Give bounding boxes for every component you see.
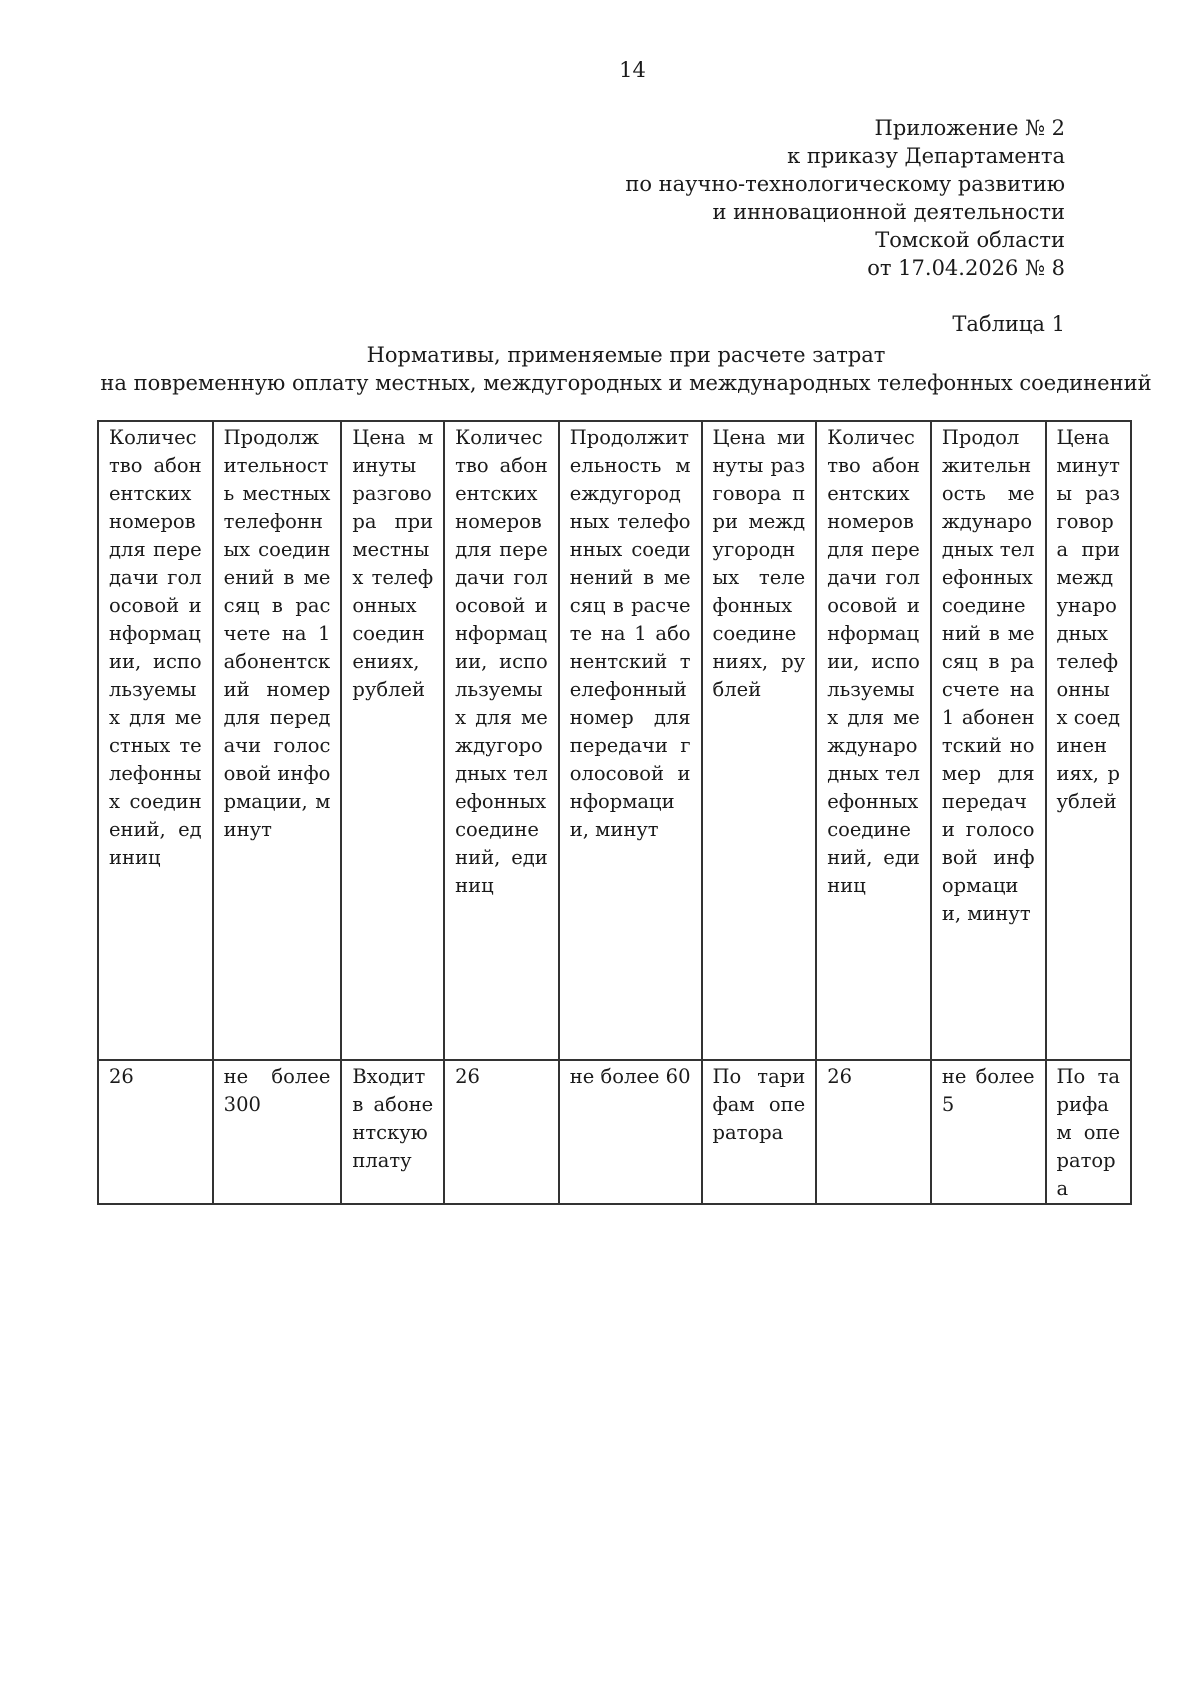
value-cell: Входит в абонентскую плату [341, 1060, 444, 1204]
value-cell: По тарифам оператора [1046, 1060, 1131, 1204]
norms-table [97, 420, 1132, 1205]
value-cell: 26 [816, 1060, 931, 1204]
header-cell: Количество абонентских номеров для передачи голосовой информации, используемых для междугородных телефонных соединений, единиц [444, 421, 559, 1060]
appendix-block [625, 114, 1065, 282]
table-title-line: Нормативы, применяемые при расчете затрат [366, 343, 886, 367]
table-title-line: на повременную оплату местных, междугородных и международных телефонных соединений [100, 371, 1152, 395]
header-cell: Продолжительность местных телефонных соединений в месяц в расчете на 1 абонентский номер для передачи голосовой информации, минут [213, 421, 342, 1060]
appendix-line: по научно-технологическому развитию [625, 172, 1065, 196]
value-cell: 26 [98, 1060, 213, 1204]
header-cell: Продолжительность международных телефонных соединений в месяц в расчете на 1 абонентский номер для передачи голосовой информации, минут [931, 421, 1046, 1060]
header-cell: Продолжительность междугородных телефонных соединений в месяц в расчете на 1 абонентский телефонный номер для передачи голосовой информации, минут [559, 421, 702, 1060]
appendix-line: Томской области [875, 228, 1065, 252]
value-cell: По тарифам оператора [702, 1060, 817, 1204]
appendix-line: к приказу Департамента [787, 144, 1065, 168]
value-cell: не более 5 [931, 1060, 1046, 1204]
header-cell: Цена минуты разговора при международных телефонных соединениях, рублей [1046, 421, 1131, 1060]
header-cell: Цена минуты разговора при местных телефонных соединениях, рублей [341, 421, 444, 1060]
table-title [90, 341, 1162, 397]
header-cell: Количество абонентских номеров для передачи голосовой информации, используемых для международных телефонных соединений, единиц [816, 421, 931, 1060]
appendix-line: и инновационной деятельности [712, 200, 1065, 224]
header-cell: Количество абонентских номеров для передачи голосовой информации, используемых для местных телефонных соединений, единиц [98, 421, 213, 1060]
appendix-line: Приложение № 2 [874, 116, 1065, 140]
table-row [98, 1060, 1131, 1204]
header-cell: Цена минуты разговора при междугородных телефонных соединениях, рублей [702, 421, 817, 1060]
table-label: Таблица 1 [952, 312, 1065, 336]
page-number: 14 [619, 58, 646, 82]
value-cell: не более 60 [559, 1060, 702, 1204]
appendix-line: от 17.04.2026 № 8 [867, 256, 1065, 280]
table-header-row [98, 421, 1131, 1060]
value-cell: 26 [444, 1060, 559, 1204]
value-cell: не более 300 [213, 1060, 342, 1204]
